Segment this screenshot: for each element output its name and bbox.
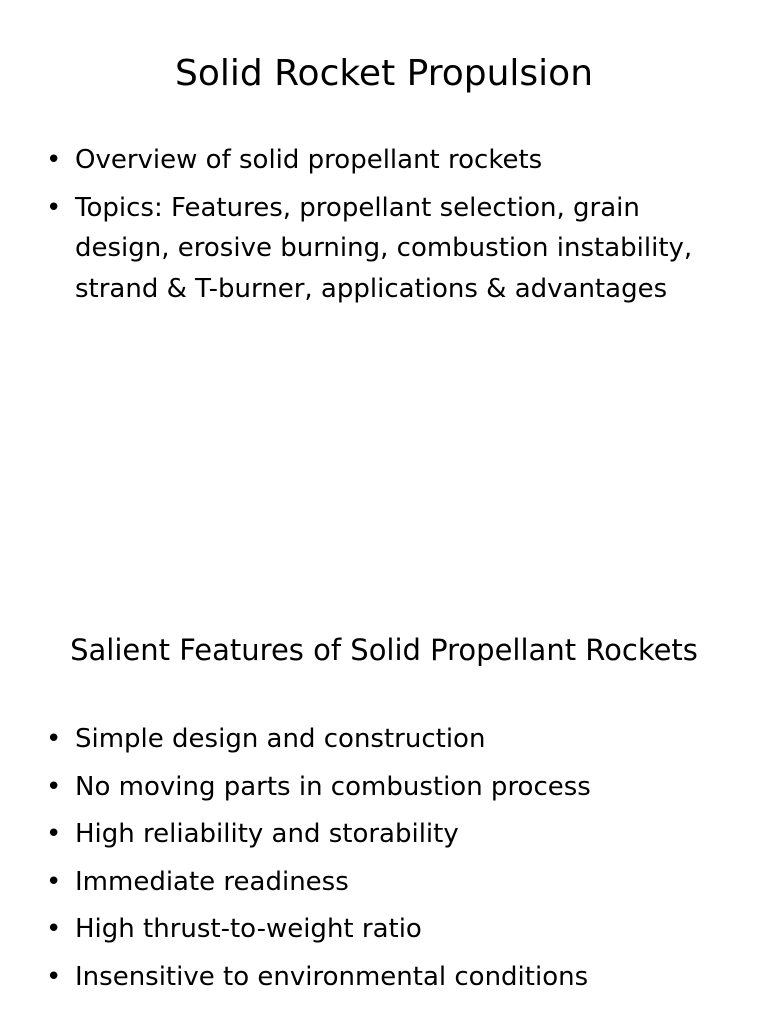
bullet-text: Immediate readiness — [75, 866, 349, 897]
bullet-icon: • — [46, 145, 62, 175]
bullet-list — [0, 716, 768, 1001]
bullet-icon: • — [46, 914, 62, 944]
list-item — [0, 859, 768, 907]
bullet-text: Topics: Features, propellant selection, grain design, erosive burning, combustion instability, strand & T-burner, applications & advantages — [75, 192, 693, 304]
bullet-text: Simple design and construction — [75, 724, 486, 754]
bullet-icon: • — [46, 961, 62, 992]
slide-2 — [0, 512, 768, 1024]
bullet-icon: • — [46, 192, 62, 223]
slide-title: Salient Features of Solid Propellant Rockets — [70, 633, 698, 667]
bullet-icon: • — [46, 866, 62, 897]
bullet-text: Overview of solid propellant rockets — [75, 145, 543, 175]
bullet-text: No moving parts in combustion process — [75, 771, 591, 802]
list-item — [0, 764, 768, 812]
list-item — [0, 140, 768, 181]
slide-title: Solid Rocket Propulsion — [174, 53, 594, 94]
bullet-list — [0, 140, 768, 309]
bullet-text: Insensitive to environmental conditions — [75, 961, 589, 992]
bullet-text: High reliability and storability — [75, 819, 459, 849]
list-item — [0, 906, 768, 954]
list-item — [0, 188, 768, 310]
bullet-icon: • — [46, 819, 62, 849]
list-item — [0, 954, 768, 1002]
list-item — [0, 811, 768, 859]
bullet-text: High thrust-to-weight ratio — [75, 914, 422, 944]
list-item — [0, 716, 768, 764]
bullet-icon: • — [46, 724, 62, 754]
bullet-icon: • — [46, 771, 62, 802]
